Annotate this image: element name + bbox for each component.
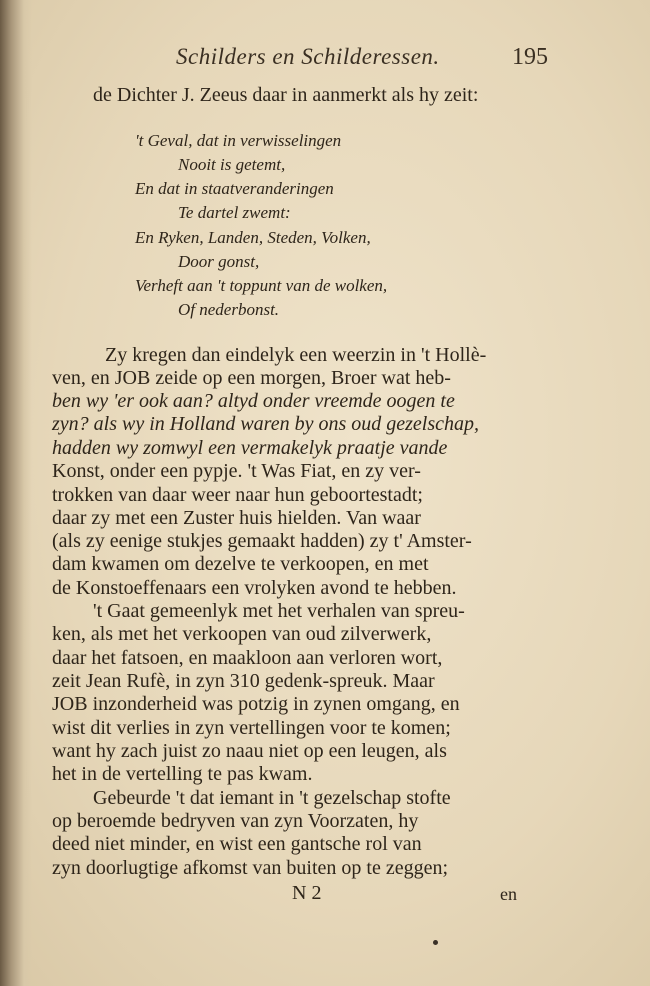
prose-line: wist dit verlies in zyn vertellingen voor te komen; — [52, 717, 451, 739]
prose-line: zyn? als wy in Holland waren by ons oud gezelschap, — [52, 413, 480, 435]
poem-line: Nooit is getemt, — [178, 155, 286, 174]
prose-line: want hy zach juist zo naau niet op een leugen, als — [52, 740, 447, 762]
prose-line: zyn doorlugtige afkomst van buiten op te zeggen; — [52, 857, 449, 879]
prose-line: Gebeurde 't dat iemant in 't gezelschap stofte — [93, 787, 451, 809]
poem-line: Te dartel zwemt: — [178, 203, 291, 222]
poem-line: Of nederbonst. — [178, 300, 280, 319]
signature-mark: N 2 — [292, 882, 322, 904]
prose-line: zeit Jean Rufè, in zyn 310 gedenk-spreuk. Maar — [52, 670, 435, 692]
poem-line: En Ryken, Landen, Steden, Volken, — [135, 228, 371, 247]
prose-line: de Konstoeffenaars een vrolyken avond te hebben. — [52, 577, 457, 599]
intro-line: de Dichter J. Zeeus daar in aanmerkt als hy zeit: — [93, 84, 479, 106]
prose-line: Zy kregen dan eindelyk een weerzin in 't Hollè- — [105, 344, 487, 366]
poem-line: Door gonst, — [178, 252, 260, 271]
prose-line: ken, als met het verkoopen van oud zilverwerk, — [52, 623, 432, 645]
prose-line: 't Gaat gemeenlyk met het verhalen van spreu- — [93, 600, 465, 622]
poem-line: Verheft aan 't toppunt van de wolken, — [135, 276, 388, 295]
prose-line: daar zy met een Zuster huis hielden. Van waar — [52, 507, 421, 529]
book-gutter — [0, 0, 32, 986]
page-number: 195 — [512, 44, 548, 70]
ink-spot — [433, 940, 438, 945]
poem-line: 't Geval, dat in verwisselingen — [135, 131, 342, 150]
prose-line: JOB inzonderheid was potzig in zynen omgang, en — [52, 693, 460, 715]
prose-line: daar het fatsoen, en maakloon aan verloren wort, — [52, 647, 443, 669]
prose-line: het in de vertelling te pas kwam. — [52, 763, 313, 785]
prose-line: deed niet minder, en wist een gantsche rol van — [52, 833, 422, 855]
prose-line: Konst, onder een pypje. 't Was Fiat, en zy ver- — [52, 460, 421, 482]
running-title: Schilders en Schilderessen. — [176, 44, 440, 69]
prose-line: hadden wy zomwyl een vermakelyk praatje vande — [52, 437, 448, 459]
prose-line: op beroemde bedryven van zyn Voorzaten, hy — [52, 810, 419, 832]
poem-line: En dat in staatveranderingen — [135, 179, 334, 198]
prose-line: ven, en JOB zeide op een morgen, Broer wat heb- — [52, 367, 451, 389]
catchword: en — [500, 884, 517, 904]
prose-line: ben wy 'er ook aan? altyd onder vreemde oogen te — [52, 390, 455, 412]
prose-line: trokken van daar weer naar hun geboortestadt; — [52, 484, 423, 506]
prose-line: (als zy eenige stukjes gemaakt hadden) zy t' Amster- — [52, 530, 472, 552]
prose-line: dam kwamen om dezelve te verkoopen, en met — [52, 553, 429, 575]
page-header — [0, 44, 650, 78]
